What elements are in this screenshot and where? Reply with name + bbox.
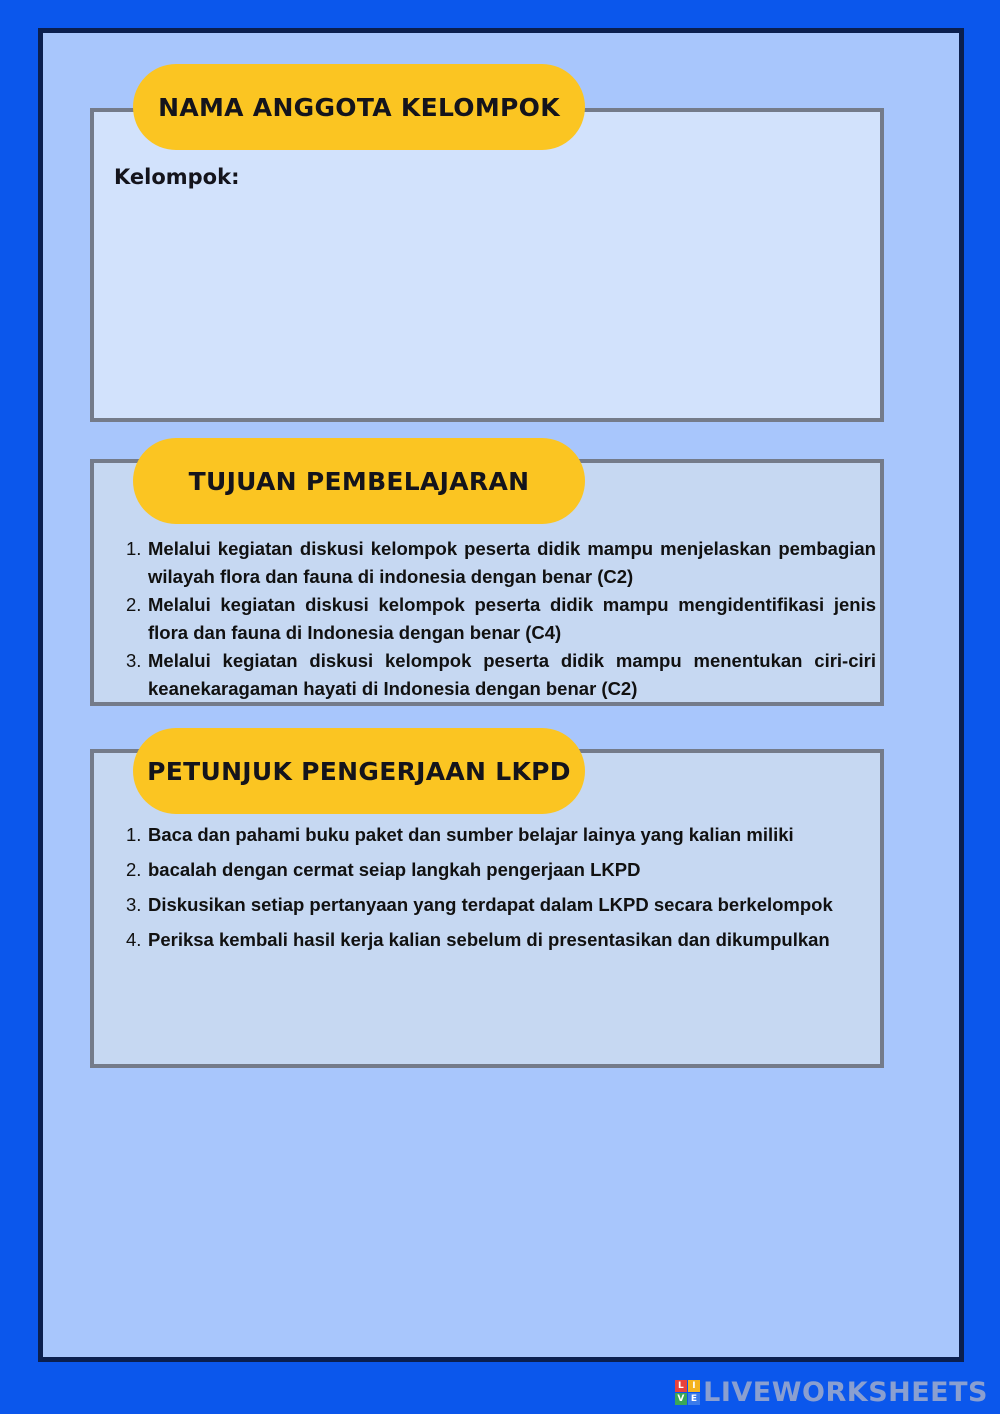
- list-item: [126, 887, 876, 922]
- item-number: 2.: [126, 594, 142, 615]
- item-number: 3.: [126, 894, 142, 915]
- instructions-heading: PETUNJUK PENGERJAAN LKPD: [133, 728, 585, 814]
- list-item: [126, 535, 876, 591]
- learning-objectives-heading: TUJUAN PEMBELAJARAN: [133, 438, 585, 524]
- item-number: 1.: [126, 824, 142, 845]
- item-text: bacalah dengan cermat seiap langkah pengerjaan LKPD: [148, 859, 641, 880]
- objectives-list: [126, 535, 876, 703]
- item-number: 3.: [126, 650, 142, 671]
- watermark-text: LIVEWORKSHEETS: [703, 1377, 988, 1408]
- list-item: [126, 922, 876, 957]
- logo-cell: I: [688, 1380, 700, 1392]
- item-text: Melalui kegiatan diskusi kelompok peserta didik mampu menentukan ciri-ciri keanekaragaman hayati di Indonesia dengan benar (C2): [148, 650, 876, 699]
- list-item: [126, 817, 876, 852]
- list-item: [126, 647, 876, 703]
- group-members-heading: NAMA ANGGOTA KELOMPOK: [133, 64, 585, 150]
- item-text: Melalui kegiatan diskusi kelompok peserta didik mampu mengidentifikasi jenis flora dan fauna di Indonesia dengan benar (C4): [148, 594, 876, 643]
- logo-cell: L: [675, 1380, 687, 1392]
- item-text: Diskusikan setiap pertanyaan yang terdapat dalam LKPD secara berkelompok: [148, 894, 833, 915]
- list-item: [126, 852, 876, 887]
- group-label: Kelompok:: [114, 165, 240, 189]
- item-text: Melalui kegiatan diskusi kelompok peserta didik mampu menjelaskan pembagian wilayah flora dan fauna di indonesia dengan benar (C2): [148, 538, 876, 587]
- instructions-list: [126, 817, 876, 957]
- list-item: [126, 591, 876, 647]
- logo-cell: V: [675, 1393, 687, 1405]
- item-number: 4.: [126, 929, 142, 950]
- group-members-box: [90, 108, 884, 422]
- logo-cell: E: [688, 1393, 700, 1405]
- liveworksheets-watermark: [675, 1377, 988, 1408]
- item-number: 1.: [126, 538, 142, 559]
- item-number: 2.: [126, 859, 142, 880]
- item-text: Periksa kembali hasil kerja kalian sebelum di presentasikan dan dikumpulkan: [148, 929, 830, 950]
- liveworksheets-logo-icon: [675, 1380, 700, 1405]
- item-text: Baca dan pahami buku paket dan sumber belajar lainya yang kalian miliki: [148, 824, 794, 845]
